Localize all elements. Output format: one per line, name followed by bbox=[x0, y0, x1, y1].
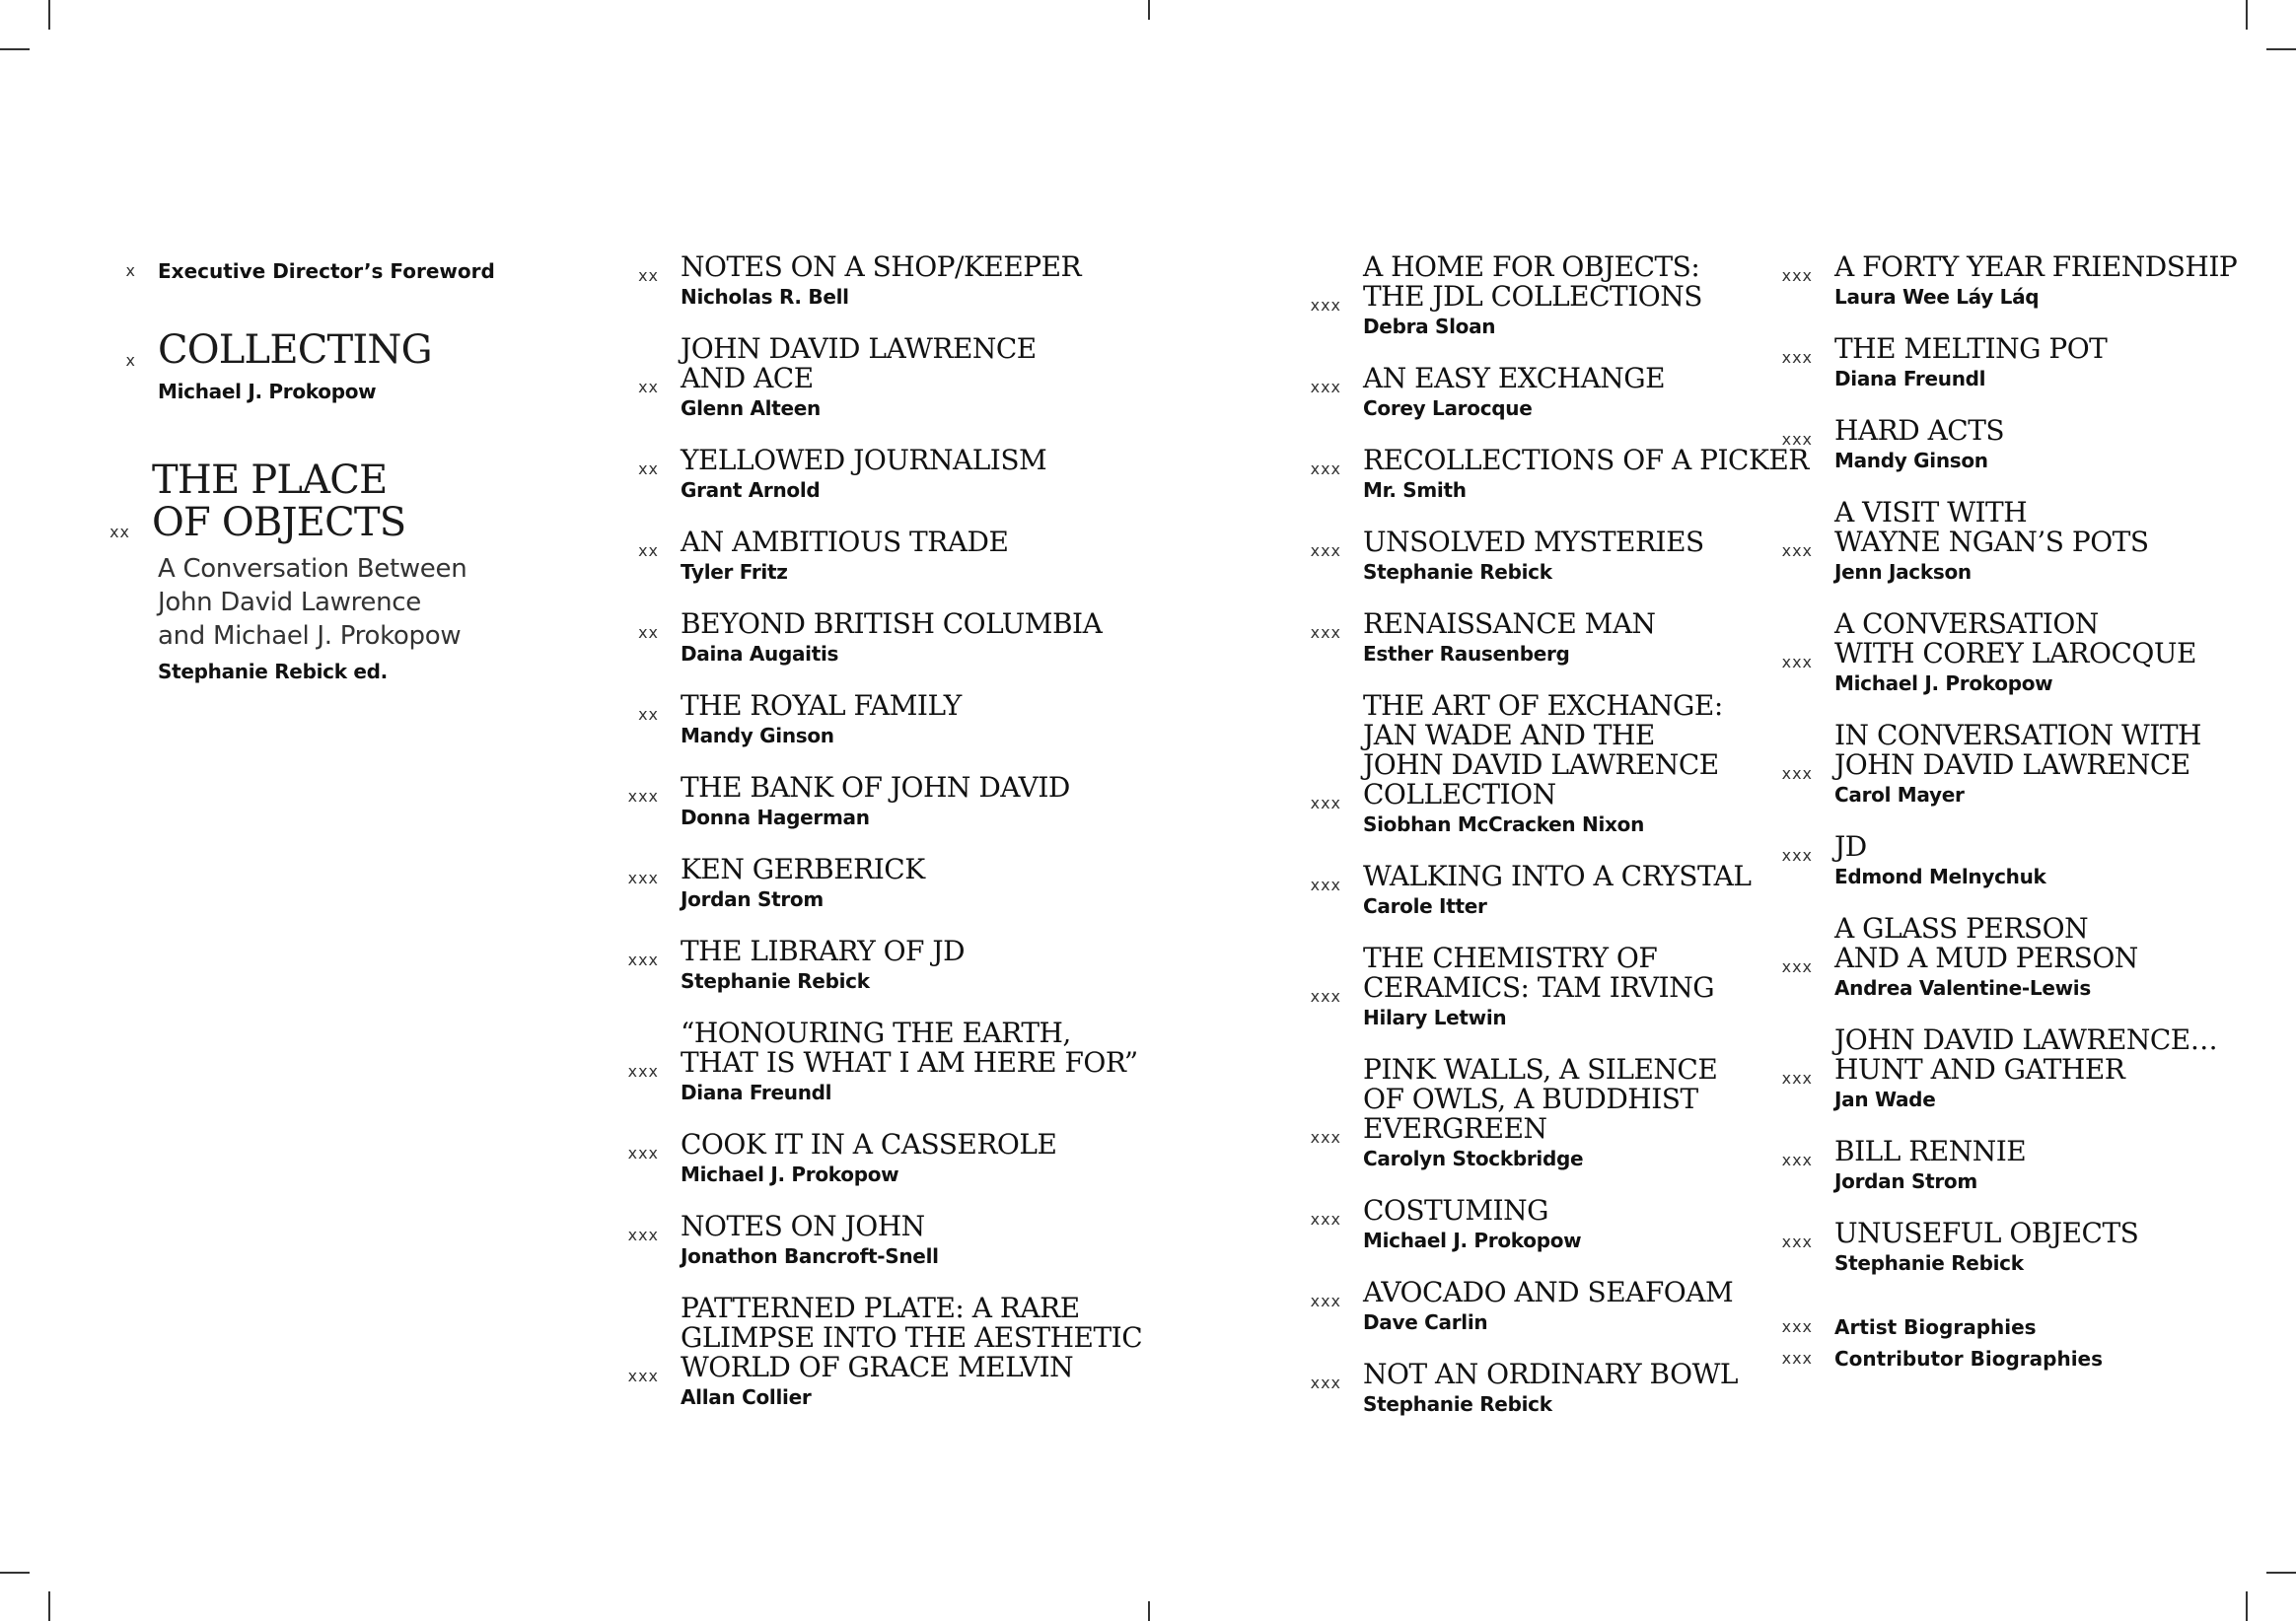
entry-title-line: AND ACE bbox=[681, 362, 814, 394]
entry-author: Jan Wade bbox=[1834, 1088, 1936, 1111]
toc-entry[interactable] bbox=[1310, 526, 1704, 587]
entry-title-line: RENAISSANCE MAN bbox=[1363, 607, 1656, 640]
entry-title-line: JOHN DAVID LAWRENCE… bbox=[1834, 1023, 2218, 1056]
entry-title-line: JAN WADE AND THE bbox=[1363, 719, 1655, 751]
entry-author: Jordan Strom bbox=[1834, 1169, 1977, 1193]
page-number: xx bbox=[638, 541, 659, 560]
entry-author: Esther Rausenberg bbox=[1363, 642, 1570, 666]
crop-mark bbox=[2266, 48, 2296, 50]
page-number: xx bbox=[638, 266, 659, 285]
toc-entry[interactable] bbox=[638, 526, 1009, 587]
toc-entry[interactable] bbox=[627, 935, 966, 996]
entry-author: Mr. Smith bbox=[1363, 478, 1467, 502]
entry-title-line: IN CONVERSATION WITH bbox=[1834, 719, 2201, 751]
entry-author: Stephanie Rebick bbox=[1834, 1251, 2024, 1275]
entry-author: Siobhan McCracken Nixon bbox=[1363, 812, 1645, 836]
entry-author: Michael J. Prokopow bbox=[1834, 671, 2053, 695]
toc-entry[interactable] bbox=[1781, 332, 2108, 393]
toc-entry[interactable] bbox=[1781, 1023, 2218, 1114]
toc-entry-place-of-objects[interactable] bbox=[109, 458, 467, 686]
toc-entry[interactable] bbox=[638, 607, 1103, 669]
entry-title-line: JOHN DAVID LAWRENCE bbox=[1363, 748, 1719, 781]
toc-entry[interactable] bbox=[627, 771, 1070, 832]
entry-author: Carolyn Stockbridge bbox=[1363, 1147, 1584, 1170]
entry-title-line: HARD ACTS bbox=[1834, 414, 2005, 447]
page-number: xxx bbox=[1781, 1233, 1813, 1251]
entry-title-line: AVOCADO AND SEAFOAM bbox=[1363, 1276, 1734, 1308]
entry-title-line: PATTERNED PLATE: A RARE bbox=[681, 1292, 1080, 1324]
toc-entry[interactable] bbox=[1310, 1276, 1734, 1337]
section-subtitle-line: and Michael J. Prokopow bbox=[158, 621, 462, 651]
entry-title-line: WAYNE NGAN’S POTS bbox=[1834, 526, 2149, 558]
toc-entry[interactable] bbox=[1310, 689, 1723, 839]
page-number: xx bbox=[638, 378, 659, 396]
back-matter-label: Artist Biographies bbox=[1834, 1315, 2037, 1339]
page-number: xxx bbox=[1781, 430, 1813, 449]
entry-title-line: THAT IS WHAT I AM HERE FOR” bbox=[681, 1046, 1138, 1079]
entry-author: Hilary Letwin bbox=[1363, 1006, 1507, 1029]
entry-author: Stephanie Rebick bbox=[1363, 560, 1552, 584]
toc-entry[interactable] bbox=[627, 1292, 1143, 1412]
toc-entry[interactable] bbox=[1781, 1217, 2139, 1278]
entry-author: Donna Hagerman bbox=[681, 806, 870, 829]
page-number: xxx bbox=[1781, 1069, 1813, 1088]
page-number: xx bbox=[638, 623, 659, 642]
toc-entry[interactable] bbox=[1781, 250, 2238, 312]
page-number: xxx bbox=[1781, 846, 1813, 865]
page-number: xxx bbox=[1781, 764, 1813, 783]
page-number: xxx bbox=[1310, 794, 1341, 812]
section-title-line: THE PLACE bbox=[152, 458, 388, 503]
toc-entry[interactable] bbox=[1310, 1194, 1582, 1255]
crop-mark bbox=[2246, 0, 2248, 30]
page-number: xxx bbox=[1310, 623, 1341, 642]
page-number: xxx bbox=[1310, 1374, 1341, 1392]
entry-title-line: COOK IT IN A CASSEROLE bbox=[681, 1128, 1057, 1161]
toc-entry[interactable] bbox=[1781, 496, 2149, 587]
entry-title-line: WORLD OF GRACE MELVIN bbox=[681, 1351, 1074, 1383]
entry-title-line: AN AMBITIOUS TRADE bbox=[681, 526, 1009, 558]
section-subtitle-line: A Conversation Between bbox=[158, 554, 467, 584]
entry-author: Corey Larocque bbox=[1363, 396, 1533, 420]
toc-entry-collecting[interactable] bbox=[125, 327, 432, 406]
entry-title-line: A GLASS PERSON bbox=[1834, 912, 2089, 945]
toc-entry[interactable] bbox=[627, 1210, 939, 1271]
entry-author: Michael J. Prokopow bbox=[1363, 1229, 1582, 1252]
entry-title-line: AND A MUD PERSON bbox=[1834, 942, 2138, 974]
entry-title-line: NOTES ON A SHOP/KEEPER bbox=[681, 250, 1082, 283]
entry-author: Mandy Ginson bbox=[681, 724, 834, 747]
entry-author: Tyler Fritz bbox=[681, 560, 788, 584]
toc-entry[interactable] bbox=[1310, 1053, 1718, 1173]
page-number: xxx bbox=[627, 1144, 659, 1163]
toc-entry[interactable] bbox=[1310, 942, 1715, 1032]
section-editor: Stephanie Rebick ed. bbox=[158, 660, 388, 683]
entry-title-line: THE ROYAL FAMILY bbox=[681, 689, 962, 722]
page-number: xxx bbox=[1781, 541, 1813, 560]
entry-title-line: THE ART OF EXCHANGE: bbox=[1363, 689, 1723, 722]
page-number: xxx bbox=[1781, 348, 1813, 367]
entry-author: Michael J. Prokopow bbox=[681, 1163, 899, 1186]
toc-entry-foreword[interactable] bbox=[125, 256, 495, 286]
entry-author: Jonathon Bancroft-Snell bbox=[681, 1244, 939, 1268]
entry-author: Glenn Alteen bbox=[681, 396, 821, 420]
entry-title-line: BILL RENNIE bbox=[1834, 1135, 2027, 1167]
entry-title-line: COSTUMING bbox=[1363, 1194, 1548, 1227]
toc-entry[interactable] bbox=[1310, 1358, 1738, 1419]
page-number: xxx bbox=[1781, 1151, 1813, 1169]
entry-title-line: JOHN DAVID LAWRENCE bbox=[1834, 748, 2190, 781]
crop-mark bbox=[2266, 1572, 2296, 1574]
entry-author: Jordan Strom bbox=[681, 887, 824, 911]
entry-author: Jenn Jackson bbox=[1834, 560, 1972, 584]
toc-entry[interactable] bbox=[1781, 719, 2201, 810]
page-number: xxx bbox=[1781, 653, 1813, 671]
section-title: COLLECTING bbox=[158, 327, 432, 373]
entry-title-line: PINK WALLS, A SILENCE bbox=[1363, 1053, 1718, 1086]
entry-author: Allan Collier bbox=[681, 1385, 812, 1409]
page-number: x bbox=[125, 261, 136, 280]
toc-entry[interactable] bbox=[1310, 860, 1752, 921]
entry-title-line: THE BANK OF JOHN DAVID bbox=[681, 771, 1070, 804]
page-number: xxx bbox=[1781, 1317, 1813, 1336]
entry-author: Carol Mayer bbox=[1834, 783, 1965, 807]
page-number: x bbox=[125, 351, 136, 370]
entry-title-line: RECOLLECTIONS OF A PICKER bbox=[1363, 444, 1809, 476]
toc-entry[interactable] bbox=[638, 444, 1047, 505]
entry-author: Edmond Melnychuk bbox=[1834, 865, 2046, 888]
toc-entry[interactable] bbox=[1310, 444, 1809, 505]
toc-entry[interactable] bbox=[1781, 414, 2005, 475]
entry-title-line: BEYOND BRITISH COLUMBIA bbox=[681, 607, 1103, 640]
page-number: xxx bbox=[627, 869, 659, 887]
crop-mark bbox=[48, 1591, 50, 1621]
crop-mark bbox=[1148, 1601, 1150, 1621]
page-number: xxx bbox=[1310, 987, 1341, 1006]
page-number: xxx bbox=[627, 787, 659, 806]
entry-title-line: WITH COREY LAROCQUE bbox=[1834, 637, 2196, 670]
toc-entry[interactable] bbox=[638, 250, 1082, 312]
foreword-label: Executive Director’s Foreword bbox=[158, 259, 495, 283]
page-number: xxx bbox=[1310, 1292, 1341, 1310]
crop-mark bbox=[0, 48, 30, 50]
section-title-line: OF OBJECTS bbox=[152, 500, 406, 545]
toc-entry[interactable] bbox=[627, 853, 925, 914]
entry-title-line: GLIMPSE INTO THE AESTHETIC bbox=[681, 1321, 1143, 1354]
page-number: xxx bbox=[627, 1062, 659, 1081]
entry-title-line: THE JDL COLLECTIONS bbox=[1363, 280, 1702, 313]
entry-author: Nicholas R. Bell bbox=[681, 285, 849, 309]
entry-author: Diana Freundl bbox=[681, 1081, 832, 1104]
toc-entry-back-matter[interactable] bbox=[1781, 1344, 2104, 1374]
page-number: xxx bbox=[1310, 378, 1341, 396]
section-author: Michael J. Prokopow bbox=[158, 380, 377, 403]
page-number: xxx bbox=[1310, 1210, 1341, 1229]
page-number: xxx bbox=[1781, 266, 1813, 285]
toc-entry[interactable] bbox=[1310, 250, 1702, 341]
entry-author: Andrea Valentine-Lewis bbox=[1834, 976, 2091, 1000]
entry-title-line: OF OWLS, A BUDDHIST bbox=[1363, 1083, 1698, 1115]
entry-author: Debra Sloan bbox=[1363, 315, 1496, 338]
entry-author: Carole Itter bbox=[1363, 894, 1487, 918]
page-number: xxx bbox=[1781, 1349, 1813, 1368]
toc-entry[interactable] bbox=[638, 332, 1037, 423]
page-number: xx bbox=[638, 705, 659, 724]
entry-title-line: “HONOURING THE EARTH, bbox=[681, 1017, 1071, 1049]
entry-author: Dave Carlin bbox=[1363, 1310, 1488, 1334]
entry-title-line: COLLECTION bbox=[1363, 778, 1556, 810]
entry-title-line: CERAMICS: TAM IRVING bbox=[1363, 971, 1715, 1004]
entry-title-line: JD bbox=[1834, 830, 1867, 863]
crop-mark bbox=[0, 1572, 30, 1574]
entry-author: Stephanie Rebick bbox=[681, 969, 870, 993]
entry-title-line: THE CHEMISTRY OF bbox=[1363, 942, 1658, 974]
entry-title-line: HUNT AND GATHER bbox=[1834, 1053, 2125, 1086]
page-number: xxx bbox=[1310, 1128, 1341, 1147]
entry-title-line: THE LIBRARY OF JD bbox=[681, 935, 966, 967]
entry-title-line: YELLOWED JOURNALISM bbox=[681, 444, 1047, 476]
entry-title-line: A CONVERSATION bbox=[1834, 607, 2099, 640]
entry-title-line: KEN GERBERICK bbox=[681, 853, 925, 885]
section-subtitle-line: John David Lawrence bbox=[158, 588, 421, 617]
entry-author: Diana Freundl bbox=[1834, 367, 1986, 390]
crop-mark bbox=[1148, 0, 1150, 20]
page-number: xx bbox=[638, 459, 659, 478]
entry-author: Daina Augaitis bbox=[681, 642, 839, 666]
entry-title-line: AN EASY EXCHANGE bbox=[1363, 362, 1666, 394]
entry-title-line: JOHN DAVID LAWRENCE bbox=[681, 332, 1037, 365]
page-number: xxx bbox=[627, 951, 659, 969]
entry-author: Stephanie Rebick bbox=[1363, 1392, 1552, 1416]
toc-entry[interactable] bbox=[1310, 362, 1666, 423]
toc-entry[interactable] bbox=[1781, 607, 2196, 698]
entry-title-line: A FORTY YEAR FRIENDSHIP bbox=[1834, 250, 2238, 283]
entry-title-line: EVERGREEN bbox=[1363, 1112, 1547, 1145]
toc-entry[interactable] bbox=[638, 689, 962, 750]
entry-author: Laura Wee Láy Láq bbox=[1834, 285, 2040, 309]
page-number: xxx bbox=[1310, 459, 1341, 478]
toc-entry[interactable] bbox=[627, 1017, 1138, 1107]
crop-mark bbox=[2246, 1591, 2248, 1621]
entry-title-line: WALKING INTO A CRYSTAL bbox=[1363, 860, 1752, 892]
entry-title-line: A HOME FOR OBJECTS: bbox=[1363, 250, 1700, 283]
entry-title-line: THE MELTING POT bbox=[1834, 332, 2108, 365]
entry-title-line: NOTES ON JOHN bbox=[681, 1210, 925, 1242]
back-matter-label: Contributor Biographies bbox=[1834, 1347, 2104, 1371]
entry-title-line: UNUSEFUL OBJECTS bbox=[1834, 1217, 2139, 1249]
entry-title-line: A VISIT WITH bbox=[1834, 496, 2028, 529]
entry-title-line: NOT AN ORDINARY BOWL bbox=[1363, 1358, 1738, 1390]
entry-author: Mandy Ginson bbox=[1834, 449, 1988, 472]
toc-entry[interactable] bbox=[1310, 607, 1656, 669]
page-number: xxx bbox=[627, 1367, 659, 1385]
toc-entry[interactable] bbox=[1781, 830, 2046, 891]
page-number: xx bbox=[109, 523, 130, 541]
toc-entry[interactable] bbox=[1781, 1135, 2027, 1196]
page-number: xxx bbox=[1310, 876, 1341, 894]
page-number: xxx bbox=[1310, 296, 1341, 315]
page-number: xxx bbox=[1781, 957, 1813, 976]
page-number: xxx bbox=[627, 1226, 659, 1244]
page-number: xxx bbox=[1310, 541, 1341, 560]
entry-title-line: UNSOLVED MYSTERIES bbox=[1363, 526, 1704, 558]
toc-entry[interactable] bbox=[627, 1128, 1057, 1189]
toc-entry[interactable] bbox=[1781, 912, 2138, 1003]
toc-entry-back-matter[interactable] bbox=[1781, 1312, 2037, 1342]
crop-mark bbox=[48, 0, 50, 30]
entry-author: Grant Arnold bbox=[681, 478, 821, 502]
